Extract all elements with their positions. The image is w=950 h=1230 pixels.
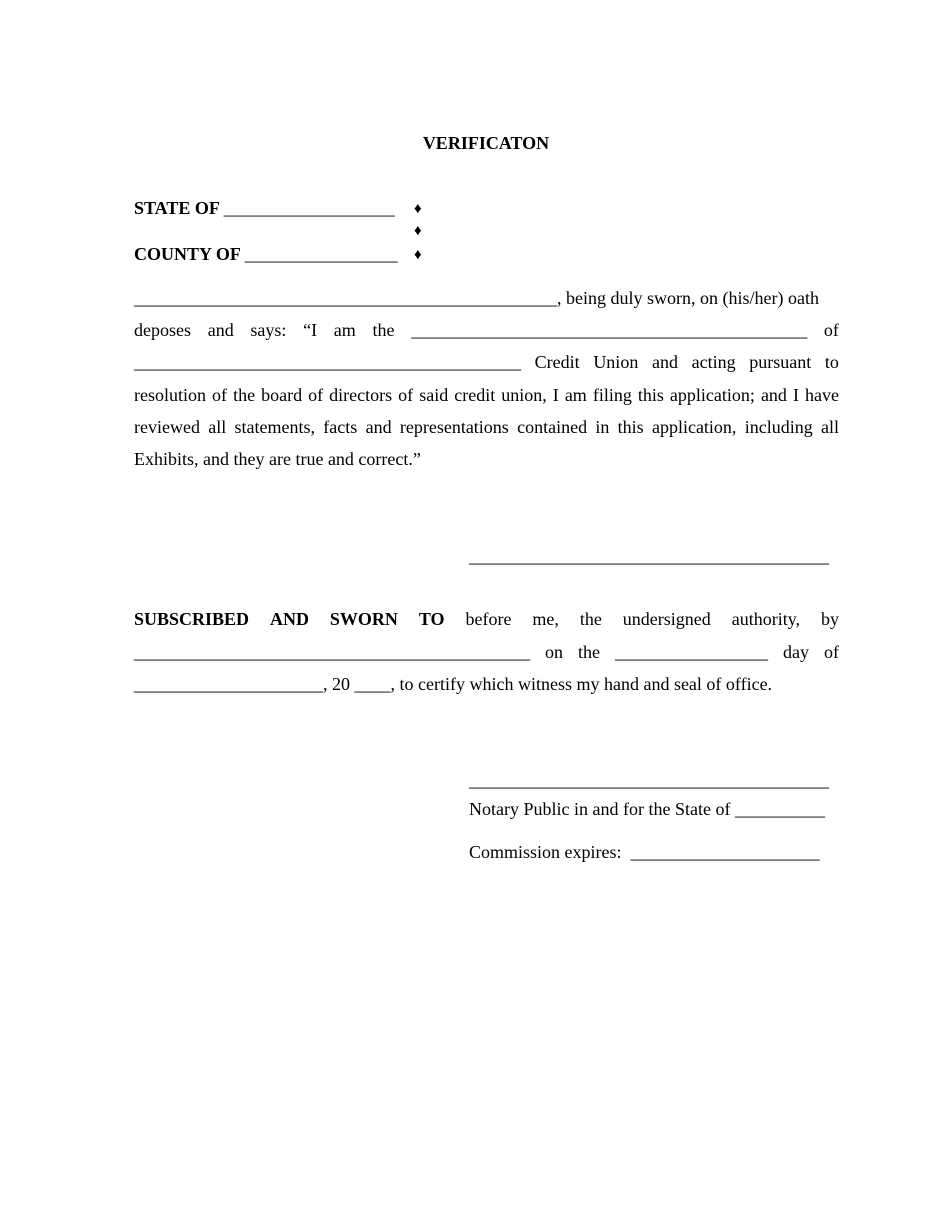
- word: AND: [269, 609, 309, 629]
- jurat-line-3: [134, 668, 772, 700]
- notary-signature-line: ________________________________________: [469, 770, 829, 790]
- word: “I: [303, 320, 318, 340]
- word: to: [824, 352, 839, 372]
- word: pursuant: [749, 352, 812, 372]
- commission-expires-label: Commission expires:: [469, 842, 622, 862]
- affidavit-line-4: [134, 379, 839, 411]
- word: the: [372, 320, 395, 340]
- word: the: [578, 642, 600, 662]
- diamond-bullet-1: ♦: [414, 201, 422, 217]
- affidavit-text: reviewed all statements, facts and representations contained in this application, including all: [134, 417, 839, 437]
- affidavit-line-3: [134, 346, 839, 378]
- word: acting: [691, 352, 736, 372]
- word: day: [783, 642, 809, 662]
- diamond-bullet-2: ♦: [414, 223, 422, 239]
- word: and: [207, 320, 234, 340]
- word: undersigned: [622, 609, 711, 629]
- word: Credit: [534, 352, 580, 372]
- word: by: [820, 609, 839, 629]
- word: on: [545, 642, 563, 662]
- county-of-field: [134, 244, 398, 265]
- word: me,: [532, 609, 559, 629]
- affiant-name-text: [134, 282, 819, 314]
- notary-state-blank: __________: [734, 799, 825, 819]
- word: and: [651, 352, 678, 372]
- affidavit-oath-text: , being duly sworn, on (his/her) oath: [557, 288, 819, 308]
- word: TO: [418, 609, 445, 629]
- day-blank: _________________: [615, 642, 768, 662]
- year-prefix: , 20: [323, 674, 350, 694]
- affidavit-line-2: [134, 314, 839, 346]
- word: Union: [593, 352, 639, 372]
- county-of-blank: _________________: [244, 244, 398, 264]
- word: before: [465, 609, 512, 629]
- state-of-blank: ___________________: [223, 198, 395, 218]
- jurat-line-2: [134, 636, 839, 668]
- word: am: [333, 320, 356, 340]
- affidavit-text: resolution of the board of directors of said credit union, I am filing this application; and I have: [134, 385, 839, 405]
- affidavit-line-6: [134, 443, 839, 475]
- diamond-bullet-3: ♦: [414, 247, 422, 263]
- jurat-line-1: [134, 603, 839, 635]
- credit-union-name-blank: ___________________________________________: [134, 352, 521, 372]
- word: says:: [250, 320, 287, 340]
- word: SWORN: [329, 609, 398, 629]
- word: of: [823, 320, 839, 340]
- county-of-label: COUNTY OF: [134, 244, 241, 264]
- word: deposes: [134, 320, 191, 340]
- word: the: [579, 609, 602, 629]
- year-blank: ____: [354, 674, 391, 694]
- commission-expires-line: [469, 842, 820, 863]
- affiant-signature-line: ________________________________________: [469, 546, 829, 566]
- word: SUBSCRIBED: [134, 609, 250, 629]
- subscriber-name-blank: ____________________________________________: [134, 642, 530, 662]
- document-title: VERIFICATON: [422, 133, 550, 153]
- affiant-title-blank: ____________________________________________: [411, 320, 808, 340]
- commission-expires-blank: _____________________: [630, 842, 820, 862]
- affiant-name-blank: _______________________________________________: [134, 288, 557, 308]
- certify-text: , to certify which witness my hand and seal of office.: [390, 674, 773, 694]
- notary-state-text: Notary Public in and for the State of: [469, 799, 735, 819]
- month-blank: _____________________: [134, 674, 323, 694]
- notary-state-line: [469, 799, 825, 820]
- affidavit-text: Exhibits, and they are true and correct.”: [134, 449, 421, 469]
- word: of: [824, 642, 839, 662]
- state-of-label: STATE OF: [134, 198, 220, 218]
- word: authority,: [731, 609, 801, 629]
- affidavit-line-5: [134, 411, 839, 443]
- state-of-field: [134, 198, 395, 219]
- affidavit-line-1: [134, 282, 839, 314]
